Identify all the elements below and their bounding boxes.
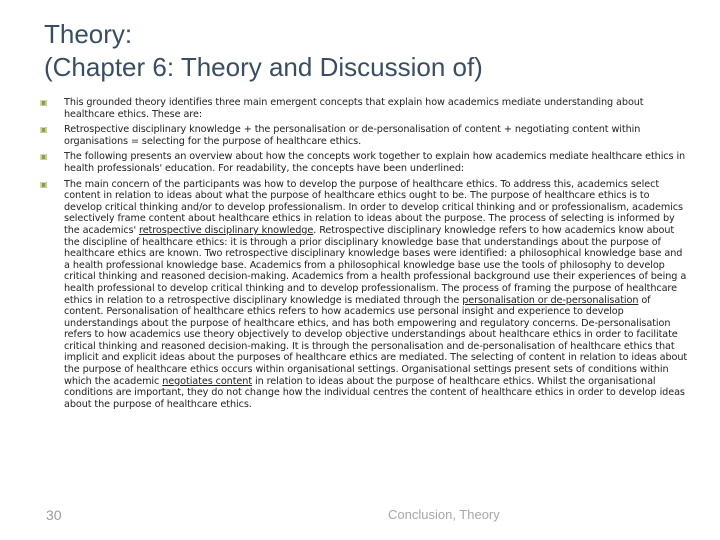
slide-title-line-1: Theory: [44, 19, 133, 49]
square-bullet-icon: ▣ [40, 179, 48, 189]
underlined-concept: personalisation or de-personalisation [462, 294, 639, 306]
bullet-item [40, 151, 688, 174]
bullet-item [40, 124, 688, 147]
underlined-concept: negotiates content [162, 375, 253, 387]
bullet-text [64, 179, 687, 410]
bullet-text-part: of content. Personalisation of healthcare ethics refers to how academics use personal insight and experience to develop understandings about the purpose of healthcare ethics, and has both empowering and regulatory concerns. De-personalisation refers to how academics use theory objectively to develop objective understandings about healthcare ethics in order to facilitate critical thinking and reasoned decision-making. It is through the personalisation and de-personalisation of healthcare ethics that implicit and explicit ideas about the purposes of healthcare ethics are mediated. The selecting of content in relation to ideas about the purpose of healthcare ethics occurs within organisational settings. Organisational settings present sets of conditions within which the academic [64, 294, 688, 387]
slide-title [44, 18, 684, 84]
bullet-item [40, 179, 688, 411]
bullet-text: This grounded theory identifies three main emergent concepts that explain how academics mediate understanding about healthcare ethics. These are: [64, 97, 644, 120]
square-bullet-icon: ▣ [40, 152, 48, 162]
square-bullet-icon: ▣ [40, 125, 48, 135]
bullet-text-part: The main concern of the participants was how to develop the purpose of healthcare ethics. To address this, academics select content in relation to ideas about what the purpose of healthcare ethics ought to be. The purpose of healthcare ethics is to develop critical thinking and/or to develop professionalism. In order to develop critical thinking and or professionalism, academics selectively frame content about healthcare ethics in relation to ideas about the purpose. The process of selecting is informed by the academics' [64, 178, 683, 236]
bullet-text: Retrospective disciplinary knowledge + the personalisation or de-personalisation of content + negotiating content within organisations = selecting for the purpose of healthcare ethics. [64, 124, 641, 147]
bullet-text-part: in relation to ideas about the purpose of healthcare ethics. Whilst the organisational conditions are important, they do not change how the individual centres the content of healthcare ethics in order to develop ideas about the purpose of healthcare ethics. [64, 375, 685, 410]
bullet-list [40, 97, 688, 414]
page-number: 30 [46, 507, 62, 523]
square-bullet-icon: ▣ [40, 98, 48, 107]
underlined-concept: retrospective disciplinary knowledge [139, 224, 314, 236]
slide-title-line-2: (Chapter 6: Theory and Discussion of) [44, 52, 483, 82]
footer-text: Conclusion, Theory [388, 507, 500, 522]
bullet-text: The following presents an overview about how the concepts work together to explain how academics mediate healthcare ethics in health professionals' education. For readability, the concepts have been underlined: [64, 151, 686, 174]
bullet-text-part: . Retrospective disciplinary knowledge refers to how academics know about the discipline of healthcare ethics: it is through a prior disciplinary knowledge base that understandings about the purpose of healthcare ethics are known. Two retrospective disciplinary knowledge bases were identified: a philosophical knowledge base and a health professional knowledge base. Academics from a philosophical knowledge base use the tools of philosophy to develop critical thinking and reasoned decision-making. Academics from a health professional background use their experiences of being a health professional to develop critical thinking and to develop professionalism. The process of framing the purpose of healthcare ethics in relation to a retrospective disciplinary knowledge is mediated through the [64, 224, 687, 306]
bullet-item [40, 97, 688, 120]
